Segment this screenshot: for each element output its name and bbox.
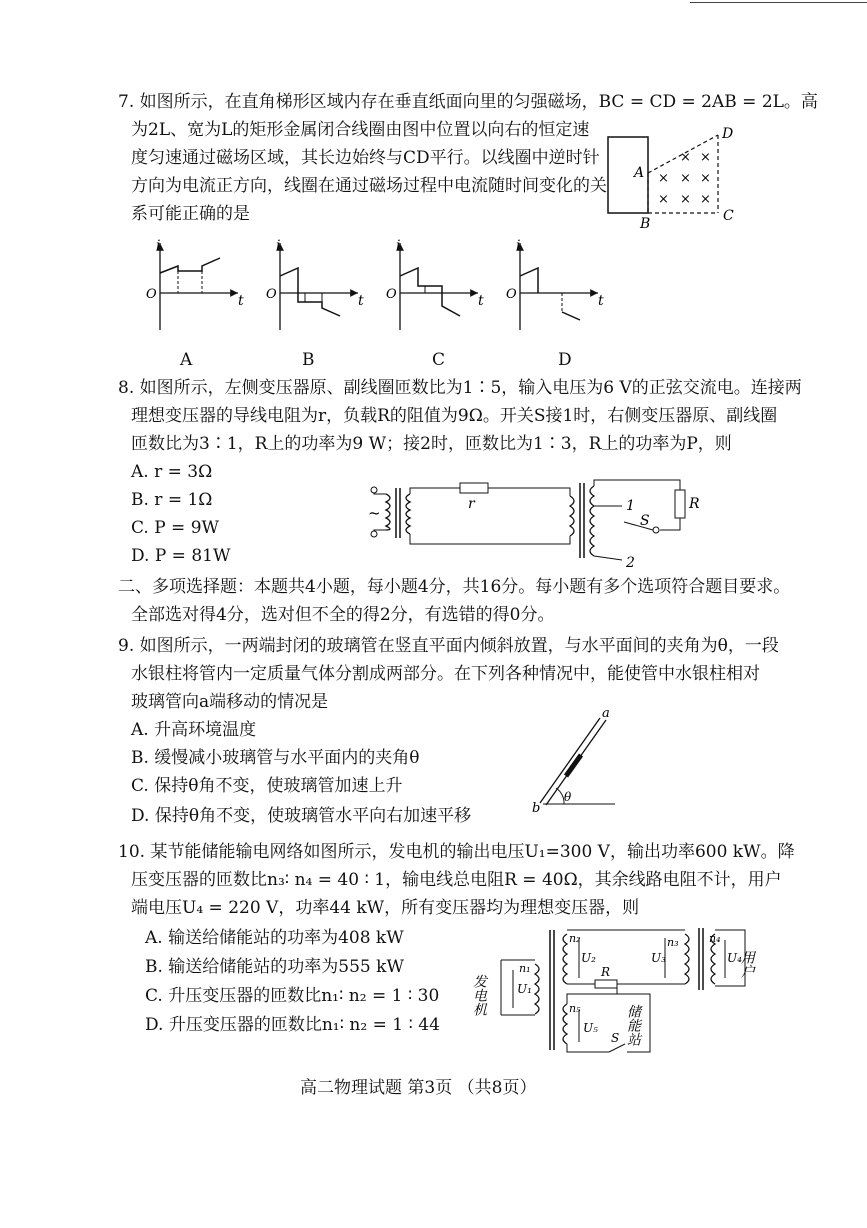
svg-text:用户: 用户 <box>739 950 755 978</box>
scan-edge-line <box>690 2 867 3</box>
q9-glass-tube-figure <box>530 708 630 818</box>
svg-text:i: i <box>156 238 161 254</box>
svg-text:×: × <box>680 192 691 207</box>
page-footer: 高二物理试题 第3页 （共8页） <box>300 1078 537 1098</box>
svg-text:U₃: U₃ <box>651 951 666 965</box>
q10-option-b: B. 输送给储能站的功率为555 kW <box>145 957 404 977</box>
q9-line-3: 玻璃管向a端移动的情况是 <box>131 692 329 712</box>
q8-option-a: A. r = 3Ω <box>131 462 213 482</box>
svg-text:U₄: U₄ <box>727 951 742 965</box>
svg-text:×: × <box>680 171 691 186</box>
q10-option-c: C. 升压变压器的匝数比n₁∶ n₂ = 1 ∶ 30 <box>145 986 440 1006</box>
graph-label-d: D <box>558 350 572 370</box>
q7-current-graphs <box>140 238 620 338</box>
svg-text:储能站: 储能站 <box>625 1004 641 1046</box>
svg-text:U₁: U₁ <box>517 982 532 996</box>
svg-text:r: r <box>468 496 475 512</box>
svg-text:b: b <box>532 801 541 816</box>
svg-text:i: i <box>516 238 521 254</box>
svg-text:n₅: n₅ <box>569 1002 581 1015</box>
q10-power-network-figure <box>471 920 765 1060</box>
svg-text:1: 1 <box>626 498 635 514</box>
svg-text:t: t <box>598 293 604 309</box>
svg-text:t: t <box>358 293 364 309</box>
section2-line-1: 二、多项选择题：本题共4小题，每小题4分，共16分。每小题有多个选项符合题目要求。 <box>118 577 791 597</box>
section2-line-2: 全部选对得4分，选对但不全的得2分，有选错的得0分。 <box>131 605 555 625</box>
svg-text:2: 2 <box>626 555 635 571</box>
svg-text:n₁: n₁ <box>519 962 531 975</box>
svg-text:U₂: U₂ <box>581 951 596 965</box>
svg-text:n₃: n₃ <box>667 936 679 949</box>
svg-text:×: × <box>658 192 669 207</box>
svg-text:i: i <box>276 238 281 254</box>
svg-text:i: i <box>396 238 401 254</box>
graph-label-b: B <box>302 350 315 370</box>
svg-text:×: × <box>700 150 711 165</box>
q7-line-5: 系可能正确的是 <box>131 204 250 224</box>
q10-line-3: 端电压U₄ = 220 V，功率44 kW，所有变压器均为理想变压器，则 <box>131 898 640 918</box>
svg-text:O: O <box>506 287 517 302</box>
field-crosses <box>658 150 711 207</box>
q8-option-d: D. P = 81W <box>131 546 231 566</box>
svg-text:R: R <box>601 965 611 979</box>
svg-text:O: O <box>266 287 277 302</box>
q9-option-b: B. 缓慢减小玻璃管与水平面内的夹角θ <box>131 748 420 768</box>
graph-label-c: C <box>432 350 446 370</box>
q8-transformer-circuit <box>360 478 710 570</box>
graph-label-a: A <box>180 350 193 370</box>
svg-text:O: O <box>146 287 157 302</box>
svg-text:×: × <box>700 171 711 186</box>
svg-text:a: a <box>602 706 610 721</box>
q8-option-b: B. r = 1Ω <box>131 490 213 510</box>
svg-text:发电机: 发电机 <box>471 974 487 1016</box>
label-a: A <box>634 165 645 181</box>
label-b: B <box>640 216 651 232</box>
svg-text:U₅: U₅ <box>583 1021 598 1035</box>
q8-line-2: 理想变压器的导线电阻为r，负载R的阻值为9Ω。开关S接1时，右侧变压器原、副线圈 <box>131 406 778 426</box>
q7-line-4: 方向为电流正方向，线圈在通过磁场过程中电流随时间变化的关 <box>131 176 607 196</box>
svg-text:×: × <box>680 150 691 165</box>
svg-text:θ: θ <box>564 790 572 804</box>
svg-text:O: O <box>386 287 397 302</box>
q8-line-1: 8. 如图所示，左侧变压器原、副线圈匝数比为1∶5，输入电压为6 V的正弦交流电。连接两 <box>118 378 802 398</box>
svg-text:S: S <box>640 513 650 529</box>
q8-line-3: 匝数比为3∶1，R上的功率为9 W；接2时，匝数比为1∶3，R上的功率为P，则 <box>131 434 732 454</box>
q10-line-1: 10. 某节能储能输电网络如图所示，发电机的输出电压U₁=300 V，输出功率600 kW。降 <box>118 842 795 862</box>
svg-text:t: t <box>478 293 484 309</box>
graph-a <box>146 238 244 330</box>
q8-option-c: C. P = 9W <box>131 518 219 538</box>
q7-line-3: 度匀速通过磁场区域，其长边始终与CD平行。以线圈中逆时针 <box>131 148 600 168</box>
graph-c <box>386 238 484 330</box>
q7-magnetic-field-figure <box>600 125 740 235</box>
q10-option-a: A. 输送给储能站的功率为408 kW <box>145 928 404 948</box>
svg-text:×: × <box>700 192 711 207</box>
svg-text:S: S <box>611 1031 620 1045</box>
q9-line-2: 水银柱将管内一定质量气体分割成两部分。在下列各种情况中，能使管中水银柱相对 <box>131 664 760 684</box>
q10-line-2: 压变压器的匝数比n₃∶ n₄ = 40 ∶ 1，输电线总电阻R = 40Ω，其余线路电阻不计，用户 <box>131 870 782 890</box>
q7-line-2: 为2L、宽为L的矩形金属闭合线圈由图中位置以向右的恒定速 <box>131 120 590 140</box>
svg-text:~: ~ <box>368 504 381 522</box>
label-c: C <box>723 208 734 224</box>
q9-option-c: C. 保持θ角不变，使玻璃管加速上升 <box>131 776 403 796</box>
q10-option-d: D. 升压变压器的匝数比n₁∶ n₂ = 1 ∶ 44 <box>145 1015 440 1035</box>
graph-b <box>266 238 364 330</box>
q7-line-1: 7. 如图所示，在直角梯形区域内存在垂直纸面向里的匀强磁场，BC = CD = 2AB = 2L。高 <box>118 92 818 112</box>
svg-text:R: R <box>689 496 700 512</box>
q9-option-d: D. 保持θ角不变，使玻璃管水平向右加速平移 <box>131 806 472 826</box>
svg-text:n₂: n₂ <box>569 932 581 945</box>
q9-line-1: 9. 如图所示，一两端封闭的玻璃管在竖直平面内倾斜放置，与水平面间的夹角为θ，一段 <box>118 636 779 656</box>
svg-text:n₄: n₄ <box>709 932 721 945</box>
svg-text:t: t <box>238 293 244 309</box>
q9-option-a: A. 升高环境温度 <box>131 720 257 740</box>
graph-d <box>506 238 604 330</box>
label-d: D <box>722 126 734 142</box>
svg-text:×: × <box>658 171 669 186</box>
